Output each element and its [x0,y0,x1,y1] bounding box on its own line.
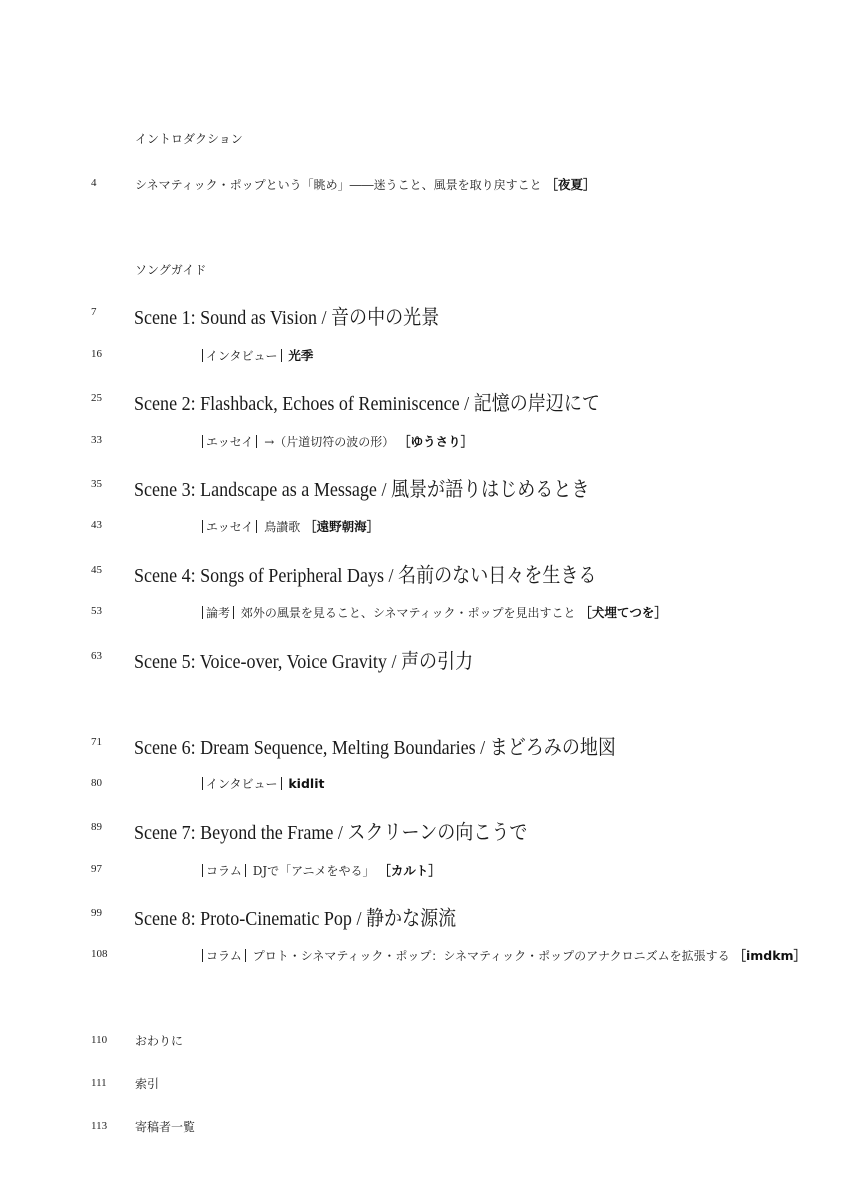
entry-kind: インタビュー [206,349,278,363]
sub-entry-text [199,775,324,792]
scene-title: Scene 7: Beyond the Frame / スクリーンの向こうで [134,822,528,844]
page-number: 25 [91,392,102,404]
page-number: 89 [91,821,102,833]
sub-entry-text [199,346,313,364]
entry-title-text: →（片道切符の波の形） [264,435,395,449]
sub-entry-text [199,946,806,964]
sub-entry-text [199,517,379,535]
page-number: 110 [91,1034,108,1046]
scene-title: Scene 4: Songs of Peripheral Days / 名前のない日々を生きる [134,565,597,587]
sub-entry-text [199,603,667,621]
author-name: 光季 [288,348,314,363]
entry-kind: コラム [206,949,242,963]
author-name: ［カルト］ [378,863,441,878]
divider [202,777,203,790]
scene-title: Scene 5: Voice-over, Voice Gravity / 声の引力 [134,651,474,673]
author-name: ［imdkm］ [733,948,807,963]
page-number: 97 [91,863,102,875]
page-number: 35 [91,478,102,490]
entry-title-text: プロト・シネマティック・ポップ：シネマティック・ポップのアナクロニズムを拡張する [252,949,730,963]
scene-title: Scene 2: Flashback, Echoes of Reminiscence / 記憶の岸辺にて [134,393,600,415]
entry-title: 寄稿者一覧 [135,1120,196,1134]
divider [256,520,257,533]
divider [202,949,203,962]
entry-title-text: シネマティック・ポップという「眺め」――迷うこと、風景を取り戻すこと [135,178,542,192]
author-name: ［遠野朝海］ [304,519,380,534]
page-number: 99 [91,907,102,919]
page-number: 16 [91,348,102,360]
entry-title-text: 郊外の風景を見ること、シネマティック・ポップを見出すこと [240,606,576,620]
divider [256,435,257,448]
author-name: ［犬埋てつを］ [579,605,667,620]
entry-kind: コラム [206,864,242,878]
divider [245,864,246,877]
divider [281,349,282,362]
page-number: 111 [91,1077,107,1089]
section-heading-songguide: ソングガイド [135,263,207,277]
scene-title: Scene 6: Dream Sequence, Melting Boundaries / まどろみの地図 [134,737,616,759]
sub-entry-text [199,432,473,450]
page-number: 7 [91,306,97,318]
author-name: kidlit [288,776,325,791]
scene-title: Scene 8: Proto-Cinematic Pop / 静かな源流 [134,908,457,930]
divider [202,349,203,362]
divider [202,520,203,533]
entry-title-text: DJで「アニメをやる」 [252,864,375,878]
page-number: 45 [91,564,102,576]
divider [245,949,246,962]
page-number: 71 [91,736,102,748]
page-number: 33 [91,434,102,446]
scene-title: Scene 1: Sound as Vision / 音の中の光景 [134,307,440,329]
author-name: ［夜夏］ [545,177,596,192]
divider [202,435,203,448]
entry-kind: インタビュー [206,777,278,791]
entry-kind: エッセイ [206,435,254,449]
page-number: 108 [91,948,108,960]
divider [233,606,234,619]
page-number: 4 [91,177,97,189]
page-number: 113 [91,1120,108,1132]
section-heading-introduction: イントロダクション [135,132,243,146]
entry-title: おわりに [135,1034,184,1048]
divider [281,777,282,790]
entry-title-text: 鳥讃歌 [264,520,301,534]
entry-kind: エッセイ [206,520,254,534]
divider [202,606,203,619]
page-number: 63 [91,650,102,662]
entry-title [135,175,596,193]
author-name: ［ゆうさり］ [398,434,474,449]
page-number: 53 [91,605,102,617]
page-number: 80 [91,777,102,789]
page-number: 43 [91,519,102,531]
divider [202,864,203,877]
scene-title: Scene 3: Landscape as a Message / 風景が語りはじめるとき [134,479,590,501]
entry-kind: 論考 [206,606,231,620]
sub-entry-text [199,861,441,879]
entry-title: 索引 [135,1077,160,1091]
